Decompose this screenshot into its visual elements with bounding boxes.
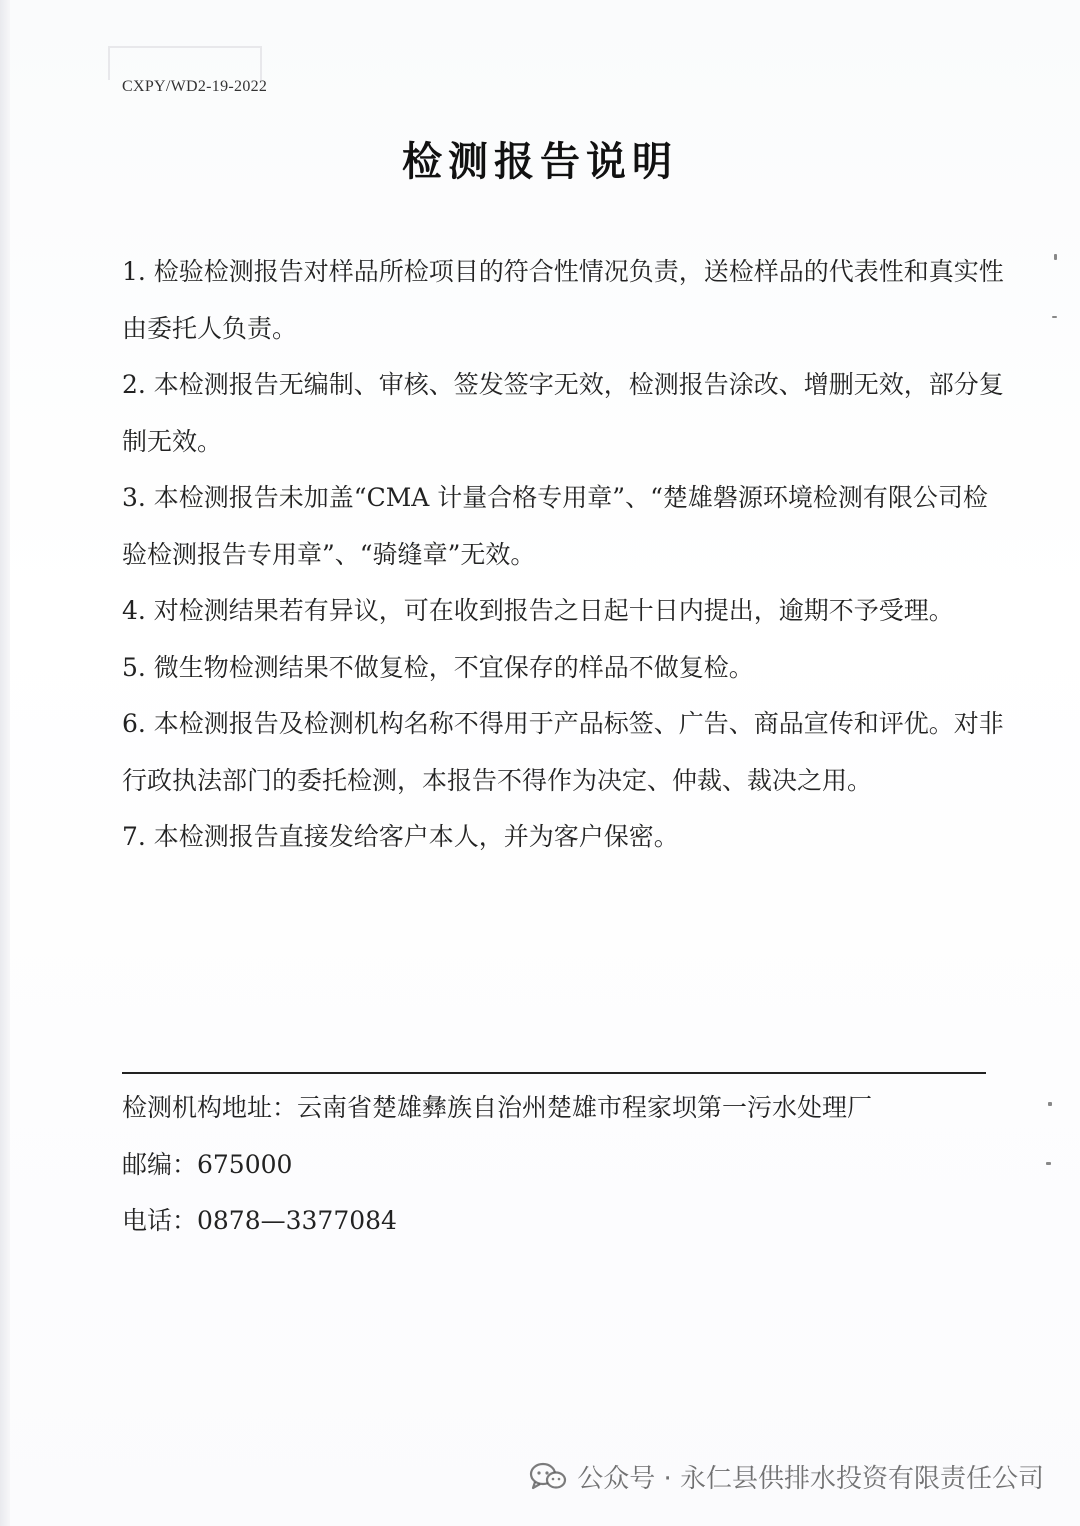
scan-speck: [1048, 1102, 1052, 1106]
clause-1: 1. 检验检测报告对样品所检项目的符合性情况负责，送检样品的代表性和真实性由委托人负责。: [122, 257, 1004, 343]
account-watermark: [529, 1458, 1044, 1495]
scan-speck: [1052, 316, 1057, 318]
scan-speck: [1046, 1162, 1051, 1165]
document-code: CXPY/WD2-19-2022: [122, 78, 268, 95]
divider-line: [122, 1072, 986, 1074]
phone-line: 电话：0878—3377084: [122, 1206, 397, 1235]
scan-edge: [0, 0, 10, 1526]
clause-list: [122, 244, 1012, 866]
address-line: 检测机构地址：云南省楚雄彝族自治州楚雄市程家坝第一污水处理厂: [122, 1093, 873, 1122]
clause-3: 3. 本检测报告未加盖“CMA 计量合格专用章”、“楚雄磐源环境检测有限公司检验检测报告专用章”、“骑缝章”无效。: [122, 483, 988, 569]
clause-5: 5. 微生物检测结果不做复检，不宜保存的样品不做复检。: [122, 652, 754, 682]
contact-block: [122, 1080, 1012, 1250]
clause-2: 2. 本检测报告无编制、审核、签发签字无效，检测报告涂改、增删无效，部分复制无效。: [122, 370, 1004, 456]
watermark-text: 公众号 · 永仁县供排水投资有限责任公司: [577, 1464, 1044, 1494]
clause-7: 7. 本检测报告直接发给客户本人，并为客户保密。: [122, 822, 679, 851]
clause-6: 6. 本检测报告及检测机构名称不得用于产品标签、广告、商品宣传和评优。对非行政执法部门的委托检测，本报告不得作为决定、仲裁、裁决之用。: [122, 709, 1004, 795]
page-title: 检测报告说明: [402, 139, 678, 185]
faded-stamp: [108, 46, 262, 80]
wechat-icon: [529, 1462, 567, 1492]
postcode-line: 邮编：675000: [122, 1149, 293, 1179]
scan-speck: [1054, 254, 1057, 260]
clause-4: 4. 对检测结果若有异议，可在收到报告之日起十日内提出，逾期不予受理。: [122, 596, 954, 625]
